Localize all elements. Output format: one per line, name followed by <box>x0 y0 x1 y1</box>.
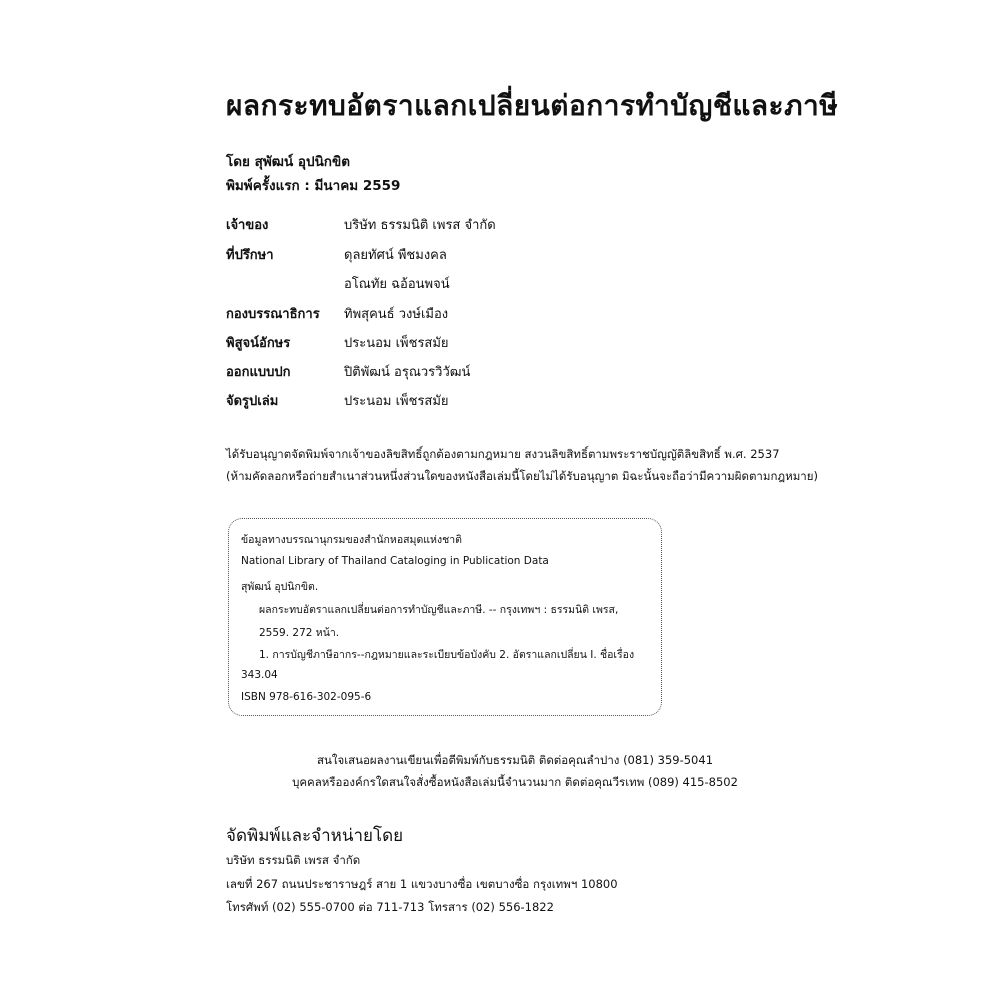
credit-row-advisor-2 <box>226 273 786 293</box>
credit-role: ที่ปรึกษา <box>226 248 274 263</box>
credit-role: ออกแบบปก <box>226 365 291 380</box>
credit-name: ปิติพัฒน์ อรุณวรวิวัฒน์ <box>344 365 471 380</box>
book-title: ผลกระทบอัตราแลกเปลี่ยนต่อการทำบัญชีและภาษี <box>226 89 839 122</box>
credit-name: ทิพสุคนธ์ วงษ์เมือง <box>344 307 449 322</box>
credit-role: เจ้าของ <box>226 218 269 233</box>
credit-name: บริษัท ธรรมนิติ เพรส จำกัด <box>344 218 496 233</box>
cip-title-line: ผลกระทบอัตราแลกเปลี่ยนต่อการทำบัญชีและภาษี. -- กรุงเทพฯ : ธรรมนิติ เพรส, <box>259 604 619 616</box>
credit-row-owner <box>226 214 786 234</box>
publisher-address: เลขที่ 267 ถนนประชาราษฎร์ สาย 1 แขวงบางซื่อ เขตบางซื่อ กรุงเทพฯ 10800 <box>226 877 618 891</box>
credit-name: ประนอม เพ็ชรสมัย <box>344 394 449 409</box>
cip-author: สุพัฒน์ อุปนิกขิต. <box>241 581 319 593</box>
cip-box <box>228 518 662 716</box>
publisher-phone: โทรศัพท์ (02) 555-0700 ต่อ 711-713 โทรสาร (02) 556-1822 <box>226 900 554 914</box>
publisher-name: บริษัท ธรรมนิติ เพรส จำกัด <box>226 853 361 867</box>
credit-row-proofreader <box>226 332 786 352</box>
cip-classification: 343.04 <box>241 669 278 681</box>
cip-subjects: 1. การบัญชีภาษีอากร--กฎหมายและระเบียบข้อบังคับ 2. อัตราแลกเปลี่ยน I. ชื่อเรื่อง <box>259 649 635 661</box>
cip-heading-english: National Library of Thailand Cataloging in Publication Data <box>241 555 549 567</box>
contact-author-line: สนใจเสนอผลงานเขียนเพื่อตีพิมพ์กับธรรมนิติ ติดต่อคุณลำปาง (081) 359-5041 <box>316 753 714 767</box>
credit-name: ประนอม เพ็ชรสมัย <box>344 336 449 351</box>
credit-row-advisor <box>226 244 786 264</box>
permission-statement: ได้รับอนุญาตจัดพิมพ์จากเจ้าของลิขสิทธิ์ถูกต้องตามกฎหมาย สงวนลิขสิทธิ์ตามพระราชบัญญัติลิขสิทธิ์ พ.ศ. 2537 <box>226 447 780 461</box>
contact-order-line: บุคคลหรือองค์กรใดสนใจสั่งซื้อหนังสือเล่มนี้จำนวนมาก ติดต่อคุณวีรเทพ (089) 415-8502 <box>292 775 738 789</box>
credit-name: ดุลยทัศน์ พืชมงคล <box>344 248 447 263</box>
cip-title-line: 2559. 272 หน้า. <box>259 627 340 639</box>
credit-row-layout <box>226 390 786 410</box>
cip-isbn: ISBN 978-616-302-095-6 <box>241 691 372 703</box>
cip-heading-thai: ข้อมูลทางบรรณานุกรมของสำนักหอสมุดแห่งชาติ <box>241 534 462 546</box>
credit-role: พิสูจน์อักษร <box>226 336 291 351</box>
credit-role: กองบรรณาธิการ <box>226 307 320 322</box>
credit-role: จัดรูปเล่ม <box>226 394 279 409</box>
credit-row-editorial <box>226 303 786 323</box>
publisher-heading: จัดพิมพ์และจำหน่ายโดย <box>226 826 404 846</box>
credit-row-cover-design <box>226 361 786 381</box>
author-line: โดย สุพัฒน์ อุปนิกขิต <box>226 154 350 170</box>
edition-line: พิมพ์ครั้งแรก : มีนาคม 2559 <box>226 178 401 194</box>
permission-note: (ห้ามคัดลอกหรือถ่ายสำเนาส่วนหนึ่งส่วนใดของหนังสือเล่มนี้โดยไม่ได้รับอนุญาต มิฉะนั้นจะถือว่ามีความผิดตามกฎหมาย) <box>226 469 818 483</box>
credit-name: อโณทัย ฉอ้อนพจน์ <box>344 277 450 292</box>
